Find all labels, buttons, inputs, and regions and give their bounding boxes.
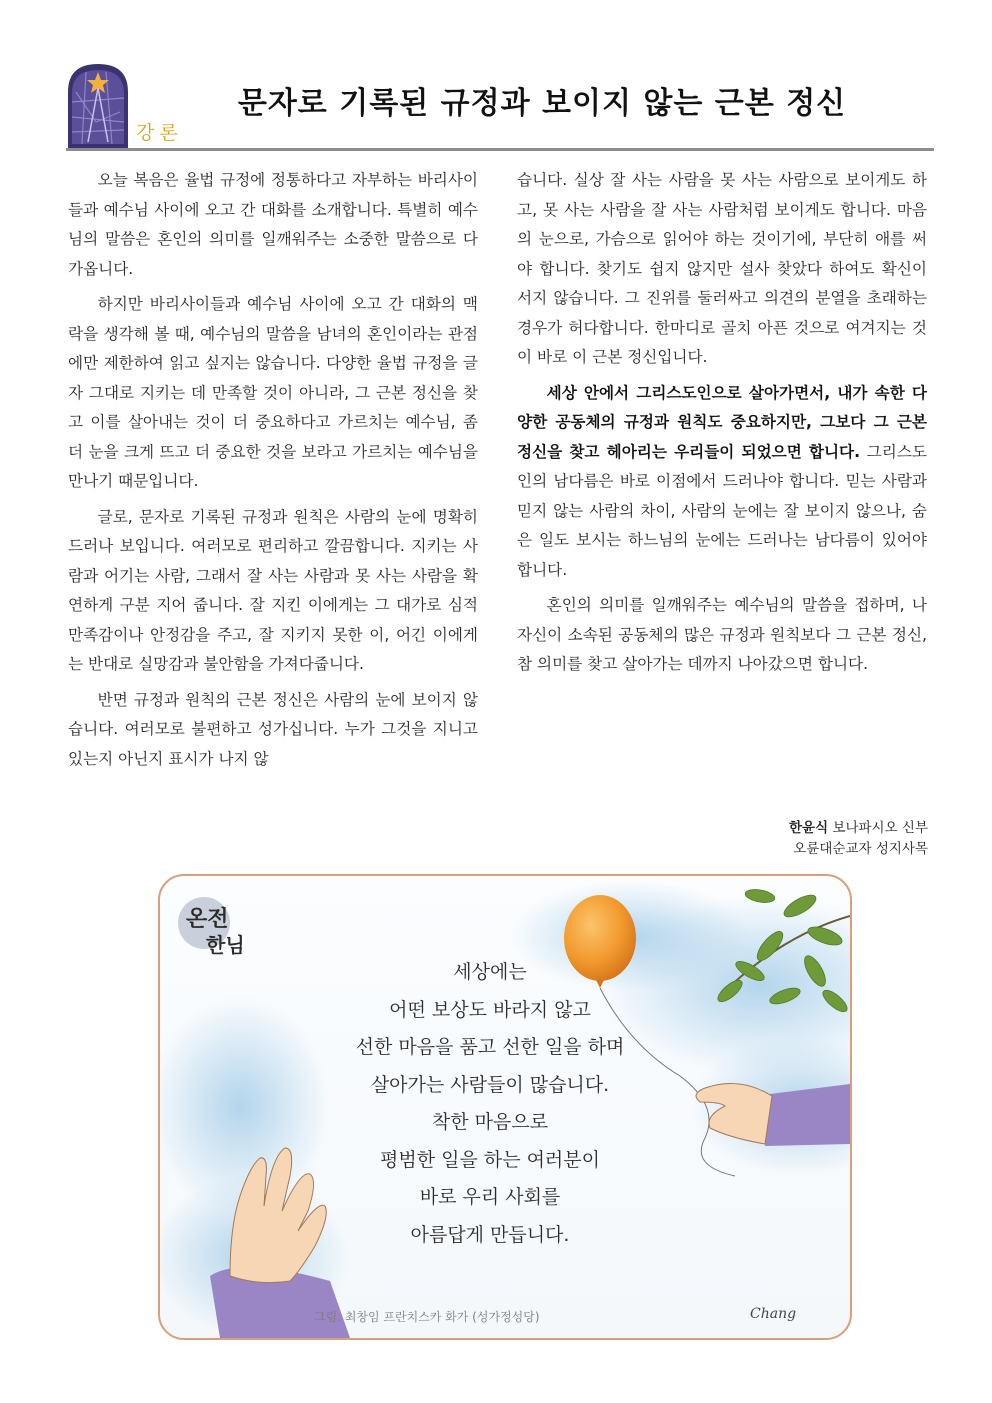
paragraph-continued: 습니다. 실상 잘 사는 사람을 못 사는 사람으로 보이게도 하고, 못 사는 사람을 잘 사는 사람처럼 보이게도 합니다. 마음의 눈으로, 가슴으로 읽어야 하는 것이기에, 부단히 애를 써야 합니다. 찾기도 쉽지 않지만 설사 찾았다 하여도 확신이 서지 않습니다. 그 진위를 둘러싸고 의견의 분열을 초래하는 경우가 허다합니다. 한마디로 골치 아픈 것으로 여겨지는 것이 바로 이 근본 정신입니다. (517, 171, 927, 366)
author-title: 보나파시오 신부 (828, 820, 928, 836)
poem-line: 아름답게 만듭니다. (410, 1223, 570, 1246)
article-column-left (68, 166, 478, 780)
section-label: 강론 (136, 122, 183, 144)
paragraph-emphasis (517, 379, 927, 586)
artist-signature: Chang (750, 1306, 797, 1322)
article-title: 문자로 기록된 규정과 보이지 않는 근본 정신 (237, 86, 847, 121)
poem-line: 선한 마음을 품고 선한 일을 하며 (355, 1036, 625, 1058)
paragraph: 하지만 바리사이들과 예수님 사이에 오고 간 대화의 맥락을 생각해 볼 때, 예수님의 말씀을 남녀의 혼인이라는 관점에만 제한하여 읽고 싶지는 않습니다. 다양한 율법 규정을 글자 그대로 지키는 데 만족할 것이 아니라, 그 근본 정신을 찾고 이를 살아내는 것이 더 중요하다고 가르치는 예수님, 좀 더 눈을 크게 뜨고 더 중요한 것을 보라고 가르치는 예수님을 만나기 때문입니다. (68, 295, 478, 490)
paragraph: 혼인의 의미를 일깨워주는 예수님의 말씀을 접하며, 나 자신이 소속된 공동체의 많은 규정과 원칙보다 그 근본 정신, 참 의미를 찾고 살아가는 데까지 나아갔으면 합니다. (517, 596, 927, 673)
paragraph-text: 그리스도인의 남다름은 바로 이점에서 드러나야 합니다. 믿는 사람과 믿지 않는 사람의 차이, 사람의 눈에는 잘 보이지 않으나, 숨은 일도 보시는 하느님의 눈에는 드러나는 남다름이 있어야 합니다. (517, 442, 927, 579)
article-header (66, 56, 934, 152)
header-divider (66, 148, 934, 151)
poem-line: 어떤 보상도 바라지 않고 (389, 998, 591, 1021)
badge-text-top: 온전 (186, 907, 229, 932)
poem-line: 평범한 일을 하는 여러분이 (379, 1148, 600, 1171)
poem-line: 살아가는 사람들이 많습니다. (370, 1073, 610, 1096)
paragraph: 오늘 복음은 율법 규정에 정통하다고 자부하는 바리사이들과 예수님 사이에 오고 간 대화를 소개합니다. 특별히 예수님의 말씀은 혼인의 의미를 일깨워주는 소중한 말씀으로 다가옵니다. (68, 171, 478, 278)
bold-statement: 세상 안에서 그리스도인으로 살아가면서, 내가 속한 다양한 공동체의 규정과 원칙도 중요하지만, 그보다 그 근본 정신을 찾고 헤아리는 우리들이 되었으면 합니다. (517, 383, 927, 461)
author-affiliation: 오륜대순교자 성지사목 (793, 841, 928, 857)
article-column-right (517, 166, 927, 686)
author-name: 한윤식 (789, 820, 829, 836)
stained-glass-logo-icon (66, 62, 130, 148)
poem-line: 바로 우리 사회를 (419, 1186, 561, 1208)
badge-logo-icon (176, 890, 266, 960)
poem-line: 세상에는 (453, 961, 527, 983)
poem-text (270, 954, 710, 1254)
illustration-caption: 그림. 최창임 프란치스카 화가 (성가정성당) (314, 1310, 540, 1324)
badge-text-bottom: 한님 (206, 933, 245, 957)
author-signature (789, 818, 928, 860)
poem-line: 착한 마음으로 (431, 1111, 549, 1133)
paragraph: 글로, 문자로 기록된 규정과 원칙은 사람의 눈에 명확히 드러나 보입니다. 여러모로 편리하고 깔끔합니다. 지키는 사람과 어기는 사람, 그래서 잘 사는 사람과 못 사는 사람을 확연하게 구분 지어 줍니다. 잘 지킨 이에게는 그 대가로 심적 만족감이나 안정감을 주고, 잘 지키지 못한 이, 어긴 이에게는 반대로 실망감과 불안함을 가져다줍니다. (68, 507, 478, 673)
paragraph: 반면 규정과 원칙의 근본 정신은 사람의 눈에 보이지 않습니다. 여러모로 불편하고 성가십니다. 누가 그것을 지니고 있는지 아닌지 표시가 나지 않 (68, 690, 478, 768)
illustration-card (158, 874, 852, 1340)
